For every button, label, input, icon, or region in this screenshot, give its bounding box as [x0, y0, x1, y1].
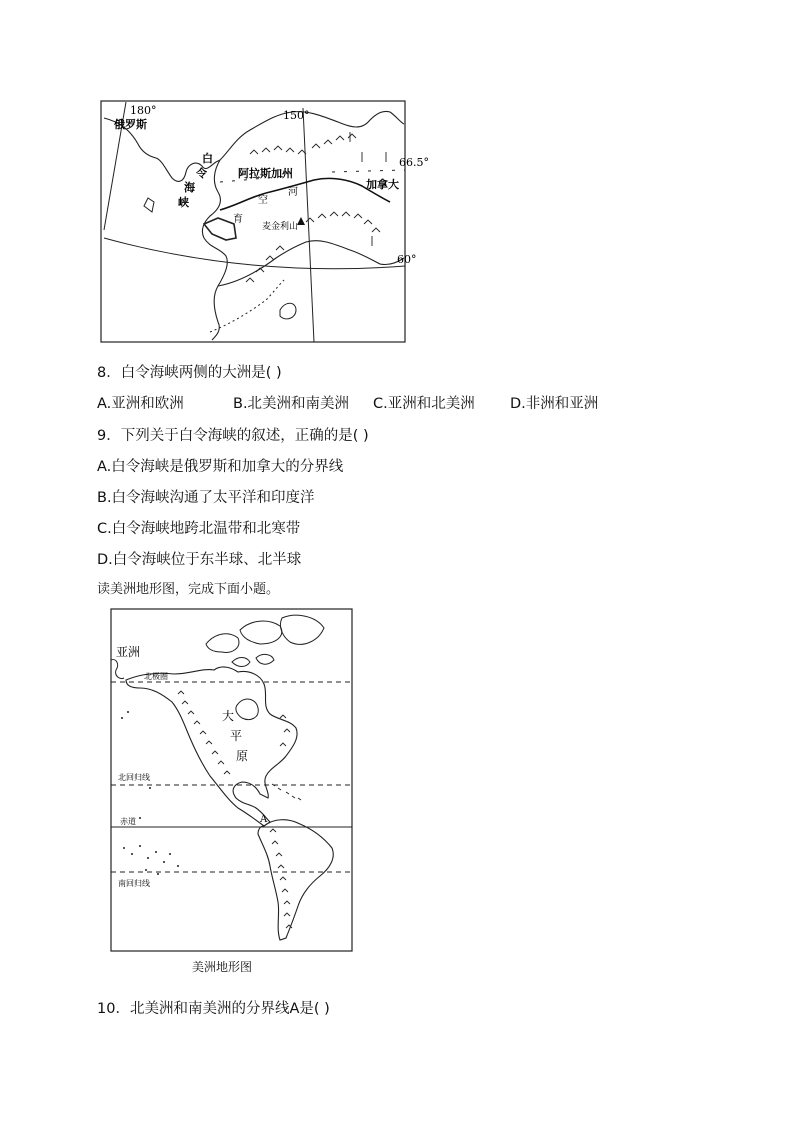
q8-option-d[interactable]: D.非洲和亚洲: [510, 396, 599, 412]
canada-label: 加拿大: [366, 178, 399, 191]
lat-665-label: 66.5°: [399, 156, 429, 169]
bering-char-1: 白: [202, 152, 213, 165]
tropic-capricorn-label: 南回归线: [118, 879, 150, 888]
tropic-cancer-label: 北回归线: [118, 773, 150, 782]
equator-label: 赤道: [120, 817, 136, 826]
asia-label: 亚洲: [116, 645, 141, 659]
mckinley-label: 麦金利山: [262, 222, 299, 232]
great-plains-char-3: 原: [236, 749, 249, 763]
boundary-marker-a: A: [260, 814, 268, 825]
bering-char-2: 令: [196, 167, 207, 180]
q9-option-d[interactable]: D.白令海峡位于东半球、北半球: [97, 552, 302, 568]
q8-option-a[interactable]: A.亚洲和欧洲: [97, 396, 184, 412]
q9-option-b[interactable]: B.白令海峡沟通了太平洋和印度洋: [97, 490, 315, 506]
map1-frame: [101, 101, 405, 342]
yukon-char-3: 河: [288, 187, 298, 198]
q9-option-a[interactable]: A.白令海峡是俄罗斯和加拿大的分界线: [97, 459, 344, 475]
bering-strait-map: [100, 100, 429, 343]
lon-180-label: 180°: [130, 104, 157, 117]
arctic-circle-label: 北极圈: [144, 672, 168, 681]
russia-label: 俄罗斯: [114, 118, 147, 131]
bering-char-4: 峡: [178, 196, 189, 209]
bering-char-3: 海: [184, 181, 195, 194]
lat-60-label: 60°: [397, 253, 417, 266]
yukon-char-1: 育: [233, 214, 243, 225]
lon-150-label: 150°: [283, 109, 310, 122]
q8-option-b[interactable]: B.北美洲和南美洲: [233, 396, 350, 412]
map2-caption: 美洲地形图: [192, 960, 253, 974]
question-8: 8．白令海峡两侧的大洲是( ): [97, 365, 282, 381]
great-plains-char-1: 大: [222, 709, 235, 723]
yukon-char-2: 空: [258, 195, 268, 206]
q8-option-c[interactable]: C.亚洲和北美洲: [373, 396, 475, 412]
reading-instruction: 读美洲地形图，完成下面小题。: [97, 582, 280, 597]
americas-terrain-map: [110, 608, 353, 953]
question-10: 10．北美洲和南美洲的分界线A是( ): [97, 1001, 330, 1017]
great-plains-char-2: 平: [230, 729, 243, 743]
q9-option-c[interactable]: C.白令海峡地跨北温带和北寒带: [97, 521, 301, 537]
question-9: 9．下列关于白令海峡的叙述，正确的是( ): [97, 428, 369, 444]
alaska-label: 阿拉斯加州: [238, 167, 293, 180]
